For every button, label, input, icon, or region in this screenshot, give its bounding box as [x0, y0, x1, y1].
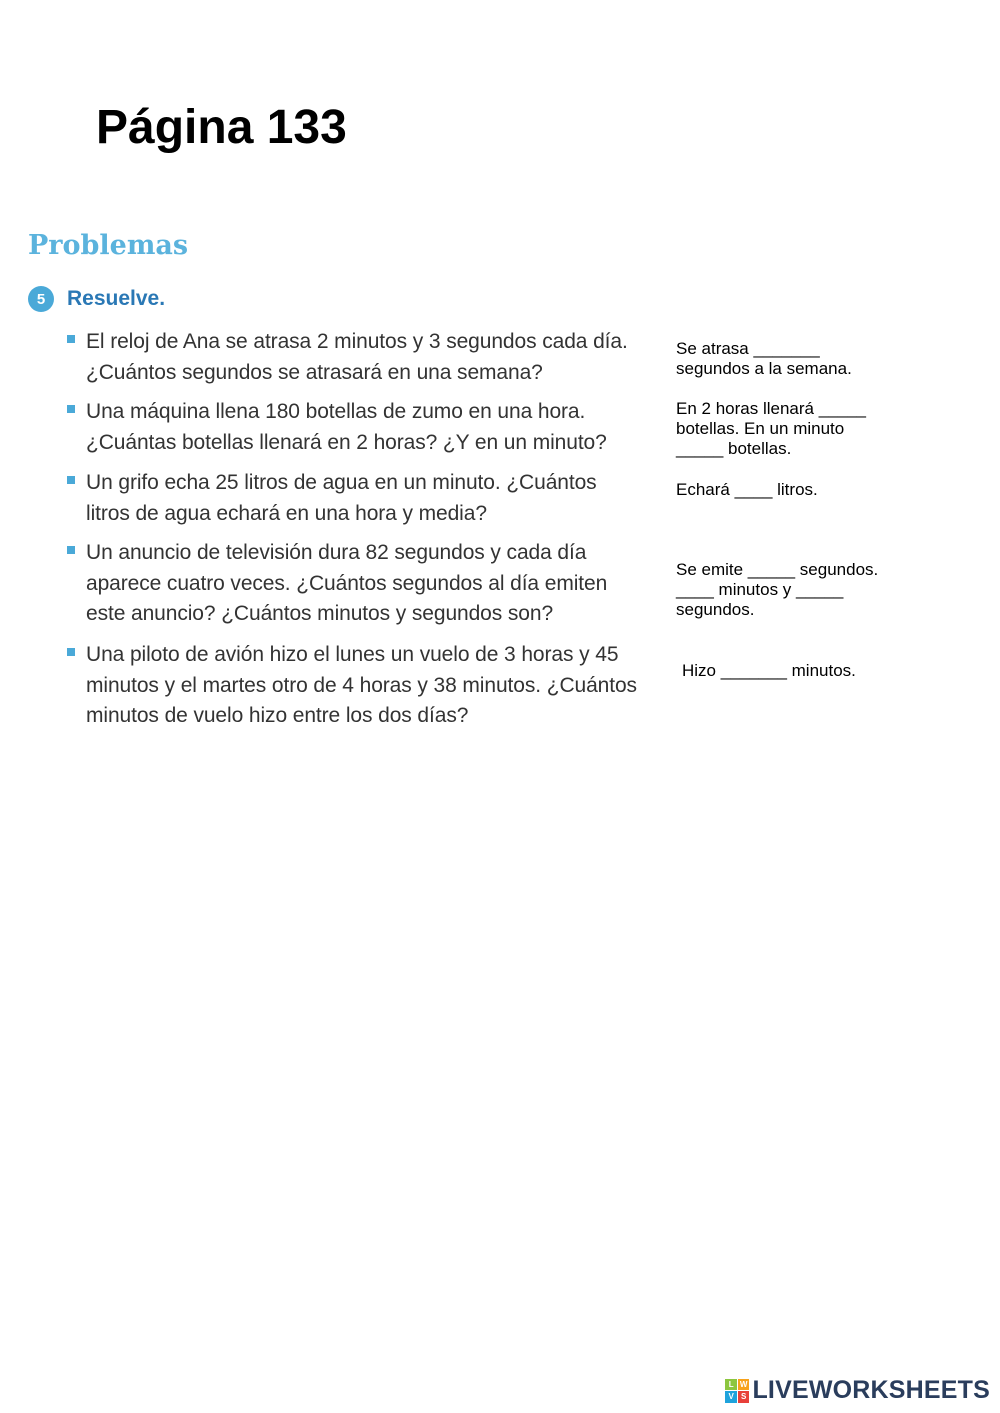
answer-line: Hizo _______ minutos. — [682, 661, 856, 680]
logo-letter: L — [725, 1379, 737, 1391]
logo-text: LIVEWORKSHEETS — [752, 1376, 990, 1404]
answer-block-2[interactable] — [676, 399, 916, 459]
answer-block-4[interactable] — [676, 560, 916, 620]
bullet-square-icon — [67, 335, 75, 343]
answer-line: botellas. En un minuto — [676, 419, 845, 438]
exercise-header — [28, 285, 165, 313]
problem-item — [65, 538, 645, 630]
bullet-square-icon — [67, 546, 75, 554]
problem-text: Un grifo echa 25 litros de agua en un minuto. ¿Cuántos litros de agua echará en una hora y media? — [86, 471, 597, 525]
problem-item — [65, 327, 645, 388]
answer-line: Se atrasa _______ — [676, 339, 820, 358]
answer-line: segundos a la semana. — [676, 359, 852, 378]
logo-letter: S — [738, 1391, 750, 1403]
answer-block-3[interactable] — [676, 480, 916, 500]
logo-letter: V — [725, 1391, 737, 1403]
bullet-square-icon — [67, 405, 75, 413]
page-title: Página 133 — [96, 101, 347, 154]
problem-item — [65, 640, 645, 732]
answer-block-5[interactable] — [682, 661, 922, 681]
answer-block-1[interactable] — [676, 339, 916, 379]
answer-line: _____ botellas. — [676, 439, 792, 458]
problem-text: Una piloto de avión hizo el lunes un vuelo de 3 horas y 45 minutos y el martes otro de 4 horas y 38 minutos. ¿Cuántos minutos de vuelo hizo entre los dos días? — [86, 643, 637, 727]
liveworksheets-logo — [725, 1376, 990, 1405]
problem-text: El reloj de Ana se atrasa 2 minutos y 3 segundos cada día. ¿Cuántos segundos se atrasará en una semana? — [86, 330, 628, 384]
problem-item — [65, 397, 645, 458]
logo-mark-icon — [725, 1379, 749, 1403]
section-title: Problemas — [28, 230, 189, 261]
bullet-square-icon — [67, 648, 75, 656]
problem-item — [65, 468, 645, 529]
logo-letter: W — [739, 1379, 748, 1389]
bullet-square-icon — [67, 476, 75, 484]
answer-line: Se emite _____ segundos. — [676, 560, 879, 579]
answer-line: En 2 horas llenará _____ — [676, 399, 866, 418]
answer-line: segundos. — [676, 600, 755, 619]
problem-text: Una máquina llena 180 botellas de zumo en una hora. ¿Cuántas botellas llenará en 2 horas? ¿Y en un minuto? — [86, 400, 607, 454]
answer-line: ____ minutos y _____ — [676, 580, 844, 599]
exercise-number-badge: 5 — [28, 286, 54, 312]
exercise-instruction: Resuelve. — [67, 287, 166, 310]
problem-text: Un anuncio de televisión dura 82 segundos y cada día aparece cuatro veces. ¿Cuántos segundos al día emiten este anuncio? ¿Cuántos minutos y segundos son? — [86, 541, 608, 625]
answer-line: Echará ____ litros. — [676, 480, 818, 499]
